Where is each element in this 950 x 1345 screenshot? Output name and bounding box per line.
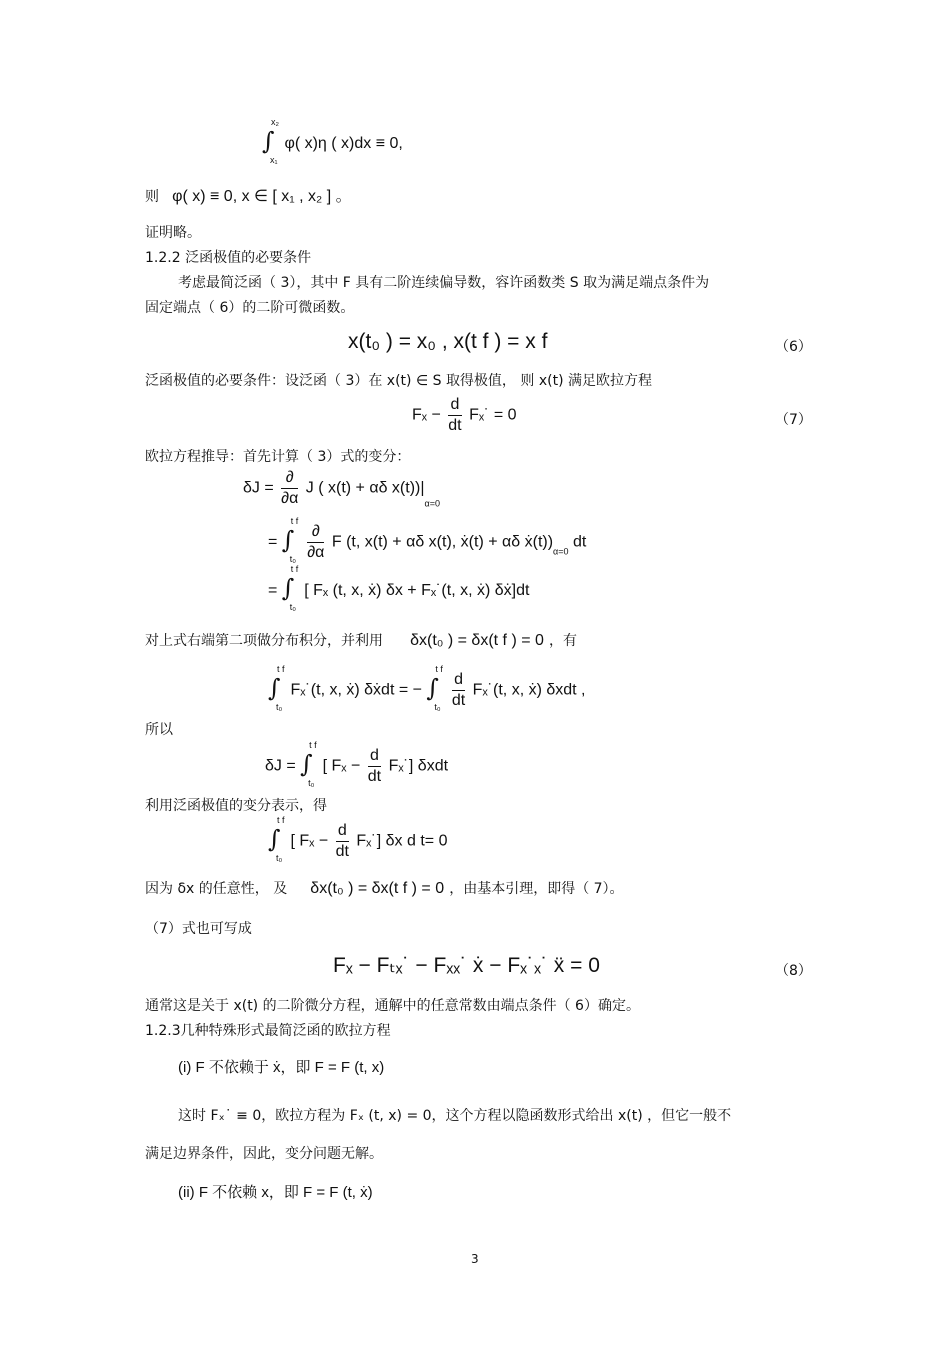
paragraph-case-i-cont: 满足边界条件，因此，变分问题无解。 — [145, 1146, 383, 1162]
paragraph-arbitrariness: 因为 δx 的任意性， 及 δx(t₀ ) = δx(t f ) = 0 ，由基本引理，即得（ 7）。 — [145, 880, 624, 897]
section-heading-1-2-2: 1.2.2 泛函极值的必要条件 — [145, 250, 312, 266]
paragraph-case-i: 这时 Fₓ˙ ≡ 0，欧拉方程为 Fₓ (t, x) = 0，这个方程以隐函数形式给出 x(t) ，但它一般不 — [178, 1108, 732, 1124]
integration-by-parts-equation: ∫ t f t₀ Fₓ˙(t, x, ẋ) δẋdt = − ∫ t f t₀ $\frac{d}{dt}$ Fₓ˙(t, x, ẋ) δxdt , — [268, 663, 586, 712]
variation-line-1: δJ = $\frac{\partial}{\partial\alpha}$ J ( x(t) + αδ $x(t))|_{\alpha=0}$ — [243, 469, 440, 509]
paragraph-necessary-condition: 泛函极值的必要条件：设泛函（ 3）在 x(t) ∈ S 取得极值， 则 x(t) 满足欧拉方程 — [145, 373, 652, 389]
equation-8-number: （8） — [775, 963, 812, 979]
paragraph-simplest-functional-cont: 固定端点（ 6）的二阶可微函数。 — [145, 300, 355, 316]
case-ii: (ii) F 不依赖 x，即 F = F (t, ẋ) — [178, 1184, 373, 1201]
equation-8: Fₓ − Fₜₓ˙ − Fₓₓ˙ ẋ − Fₓ˙ₓ˙ ẍ = 0 — [333, 954, 600, 977]
equation-6-number: （6） — [775, 339, 812, 355]
fraction-d-dt: $\frac{d}{dt}$ — [448, 396, 462, 434]
case-i: (i) F 不依赖于 ẋ，即 F = F (t, x) — [178, 1059, 385, 1076]
paragraph-integration-by-parts: 对上式右端第二项做分布积分，并利用 δx(t₀ ) = δx(t f ) = 0 ，有 — [145, 632, 577, 649]
then-line: 则 φ( x) ≡ 0, x ∈ [ x₁ , x₂ ] 。 — [145, 188, 352, 205]
delta-j-equation: δJ = ∫ t f t₀ [ Fₓ − $\frac{d}{dt}$ Fₓ˙] δxdt — [265, 739, 449, 788]
paragraph-derivation: 欧拉方程推导：首先计算（ 3）式的变分： — [145, 449, 411, 465]
variation-line-2: = ∫ t f t₀ $\frac{\partial}{\partial\alpha}$ F (t, x(t) + αδ x(t), ẋ(t) + αδ $ẋ(t))_{\alpha=0}$ dt — [268, 515, 587, 564]
proof-omitted: 证明略。 — [145, 225, 201, 241]
paragraph-simplest-functional: 考虑最简泛函（ 3），其中 F 具有二阶连续偏导数，容许函数类 S 取为满足端点条件为 — [178, 275, 710, 291]
lemma-equation: ∫ x₂ x₁ φ( x)η ( x)dx ≡ 0, — [262, 117, 403, 165]
equation-7-number: （7） — [775, 412, 812, 428]
equation-7: Fₓ − $\frac{d}{dt}$ Fₓ˙ = 0 — [412, 396, 517, 434]
variation-line-3: = ∫ t f t₀ [ Fₓ (t, x, ẋ) δx + Fₓ˙(t, x, ẋ) δẋ]dt — [268, 564, 530, 612]
integral-sign: ∫ x₂ x₁ — [262, 117, 279, 165]
section-heading-1-2-3: 1.2.3几种特殊形式最简泛函的欧拉方程 — [145, 1023, 391, 1039]
equation-6: x(t₀ ) = x₀ , x(t f ) = x f — [348, 330, 548, 353]
variation-zero-equation: ∫ t f t₀ [ Fₓ − $\frac{d}{dt}$ Fₓ˙] δx d t= 0 — [268, 814, 448, 863]
so-label: 所以 — [145, 722, 173, 738]
paragraph-variation-representation: 利用泛函极值的变分表示，得 — [145, 798, 327, 814]
page-number: 3 — [471, 1252, 479, 1266]
paragraph-second-order-ode: 通常这是关于 x(t) 的二阶微分方程，通解中的任意常数由端点条件（ 6）确定。 — [145, 998, 640, 1014]
paragraph-rewrite: （7）式也可写成 — [145, 921, 252, 937]
